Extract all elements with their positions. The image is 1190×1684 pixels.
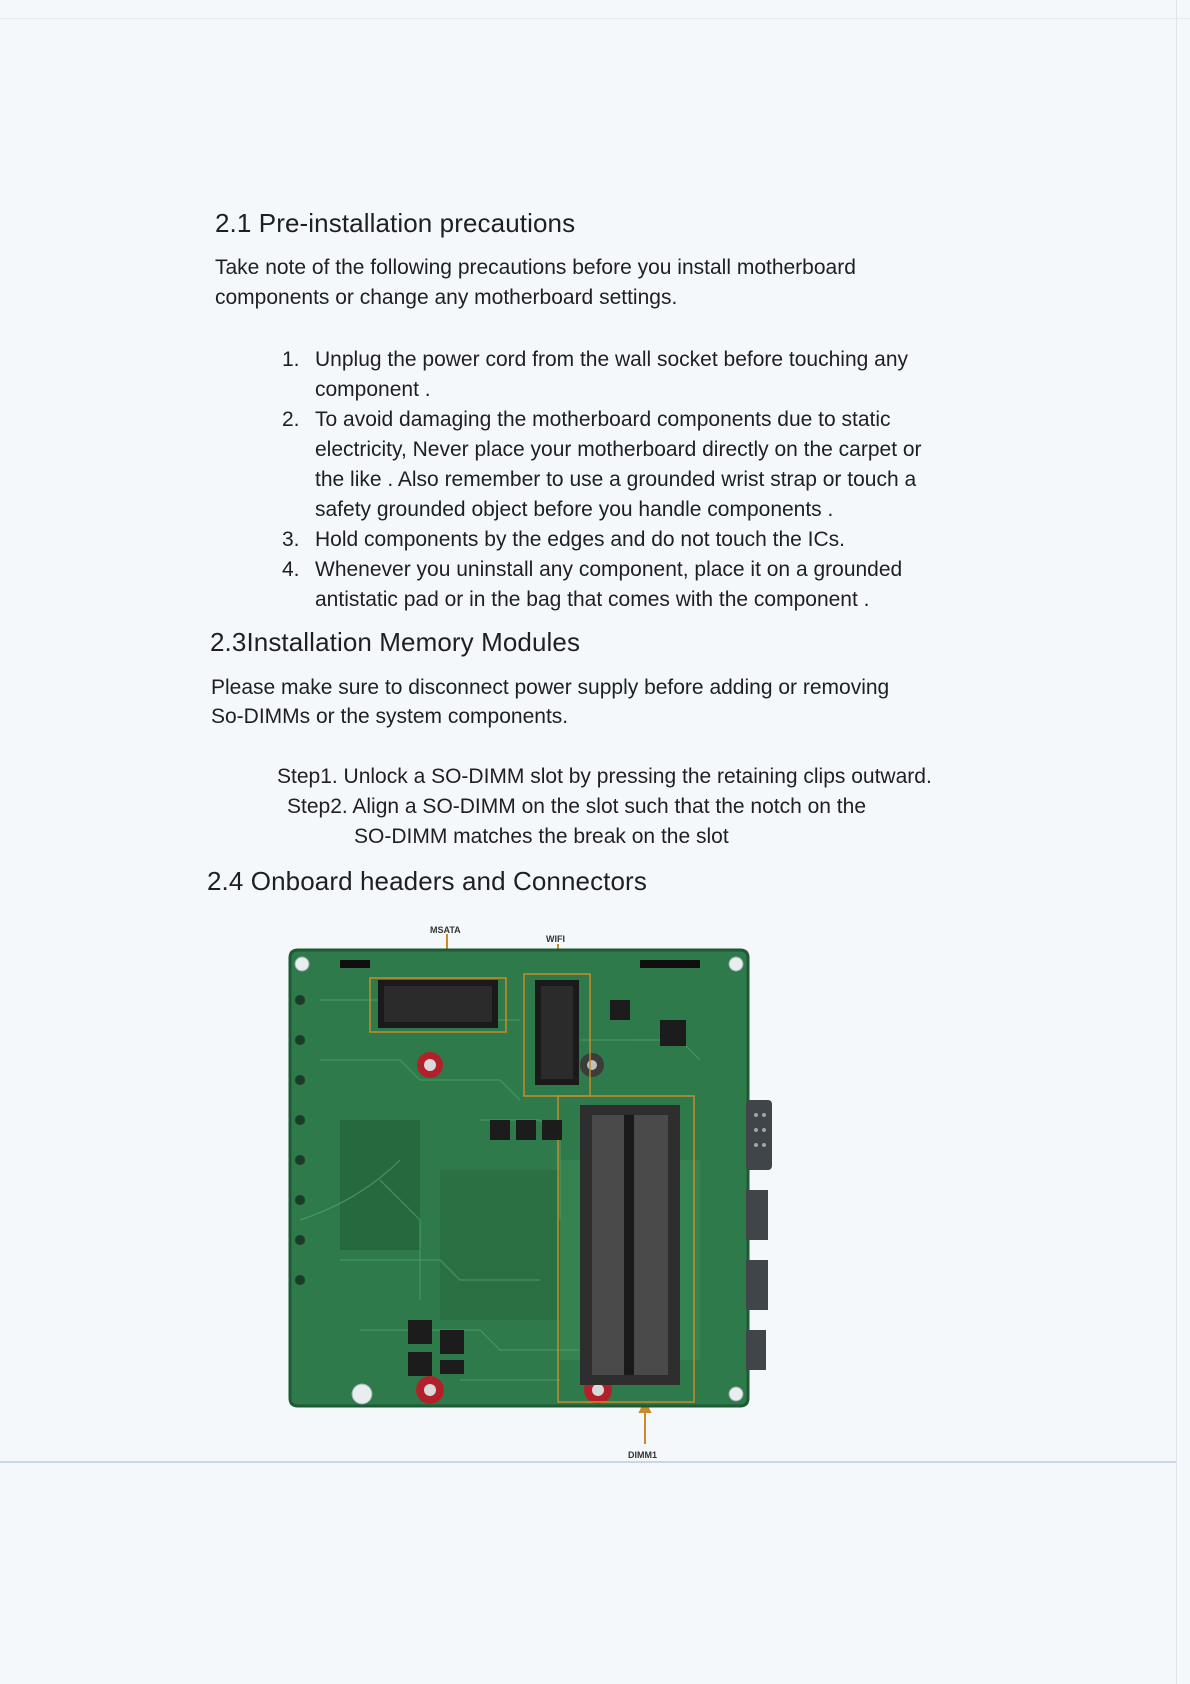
list-text: component .	[315, 378, 431, 401]
list-number: 3.	[282, 528, 300, 551]
list-text: To avoid damaging the motherboard components due to static	[315, 408, 891, 431]
list-text: Unplug the power cord from the wall socket before touching any	[315, 348, 908, 371]
section-2-3-intro-line-1: Please make sure to disconnect power supply before adding or removing	[211, 676, 890, 699]
list-text: Hold components by the edges and do not touch the ICs.	[315, 528, 846, 551]
list-number: 2.	[282, 408, 300, 431]
section-2-1-intro-line-1: Take note of the following precautions before you install motherboard	[215, 256, 856, 279]
rear-io-connectors	[746, 1100, 772, 1370]
section-2-3-heading: 2.3Installation Memory Modules	[210, 627, 581, 657]
page-top-edge	[0, 18, 1190, 19]
precaution-item-3	[282, 525, 1002, 555]
motherboard-image	[280, 920, 800, 1465]
precaution-item-4	[282, 555, 1002, 615]
precautions-list	[282, 345, 1002, 615]
step-2-line-1: Step2. Align a SO-DIMM on the slot such that the notch on the	[287, 795, 866, 818]
list-number: 1.	[282, 348, 300, 371]
list-number: 4.	[282, 558, 300, 581]
pcb-board	[290, 950, 772, 1406]
page-bottom-rule	[0, 1461, 1176, 1463]
section-2-1-heading: 2.1 Pre-installation precautions	[215, 208, 576, 238]
dimm-label: DIMM1	[628, 1450, 657, 1460]
list-text: antistatic pad or in the bag that comes with the component .	[315, 588, 870, 611]
wifi-label: WIFI	[546, 934, 565, 944]
msata-label: MSATA	[430, 925, 461, 935]
list-text: the like . Also remember to use a grounded wrist strap or touch a	[315, 468, 917, 491]
list-text: Whenever you uninstall any component, place it on a grounded	[315, 558, 903, 581]
step-1: Step1. Unlock a SO-DIMM slot by pressing the retaining clips outward.	[277, 765, 932, 788]
precaution-item-1	[282, 345, 1002, 405]
section-2-3-intro-line-2: So-DIMMs or the system components.	[211, 705, 569, 728]
list-text: electricity, Never place your motherboard directly on the carpet or	[315, 438, 922, 461]
section-2-1-intro-line-2: components or change any motherboard settings.	[215, 286, 678, 309]
precaution-item-2	[282, 405, 1002, 525]
step-2-line-2: SO-DIMM matches the break on the slot	[354, 825, 729, 848]
section-2-4-heading: 2.4 Onboard headers and Connectors	[207, 866, 647, 896]
page-right-edge	[1176, 0, 1177, 1684]
list-text: safety grounded object before you handle components .	[315, 498, 834, 521]
msata-slot	[370, 978, 506, 1032]
